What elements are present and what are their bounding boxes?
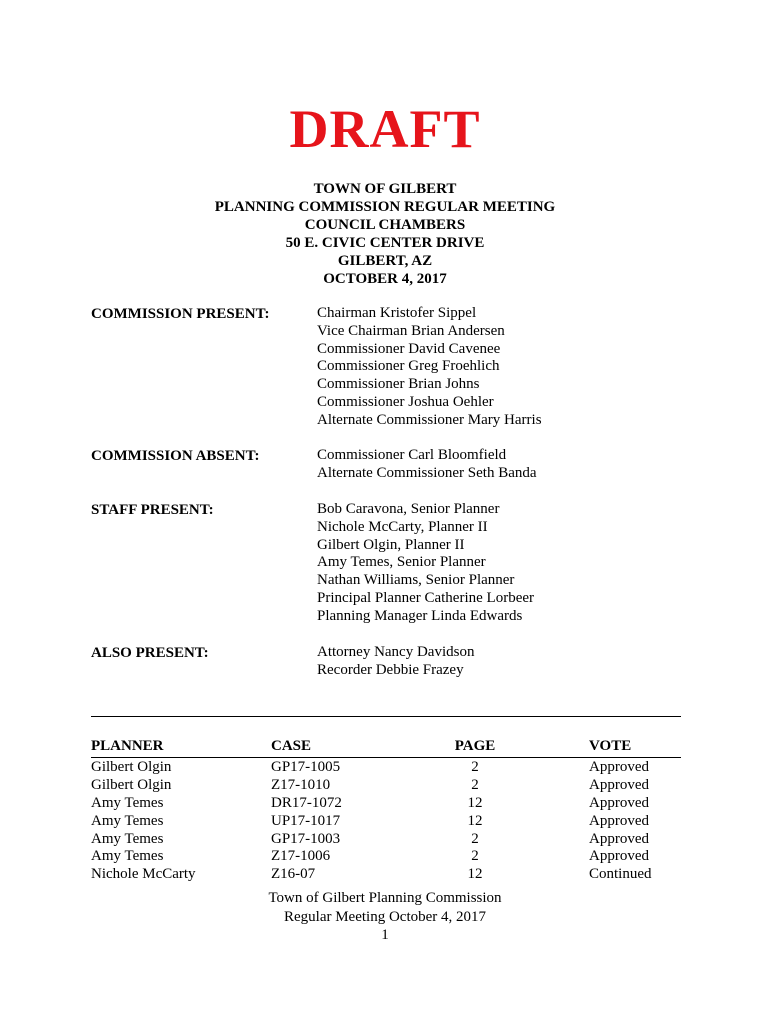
- list-item: Vice Chairman Brian Andersen: [317, 322, 505, 339]
- commission-present-label: COMMISSION PRESENT:: [91, 306, 270, 322]
- cell-planner: Nichole McCarty: [91, 866, 196, 883]
- footer-line-1: Town of Gilbert Planning Commission: [268, 890, 502, 906]
- list-item: Alternate Commissioner Mary Harris: [317, 411, 542, 428]
- list-item: Recorder Debbie Frazey: [317, 661, 464, 678]
- table-row: [0, 759, 770, 777]
- staff-present-list: [317, 501, 534, 626]
- list-item: Planning Manager Linda Edwards: [317, 607, 523, 624]
- cell-planner: Amy Temes: [91, 794, 164, 811]
- cell-vote: Approved: [589, 759, 649, 775]
- table-header-divider: [91, 757, 681, 758]
- list-item: Attorney Nancy Davidson: [317, 644, 475, 660]
- table-row: [0, 848, 770, 866]
- cell-vote: Approved: [589, 830, 649, 847]
- list-item: Commissioner Joshua Oehler: [317, 393, 494, 410]
- list-item: Chairman Kristofer Sippel: [317, 305, 477, 321]
- cell-case: GP17-1003: [271, 830, 341, 847]
- column-header-planner: PLANNER: [91, 738, 164, 754]
- cell-page: 12: [467, 794, 483, 811]
- cell-planner: Gilbert Olgin: [91, 776, 172, 793]
- case-table: [0, 759, 770, 884]
- cell-case: UP17-1017: [271, 812, 341, 829]
- cell-page: 2: [471, 776, 479, 793]
- column-header-vote: VOTE: [589, 738, 632, 754]
- cell-vote: Approved: [589, 794, 649, 811]
- list-item: Amy Temes, Senior Planner: [317, 554, 486, 571]
- cell-vote: Continued: [589, 866, 652, 883]
- list-item: Principal Planner Catherine Lorbeer: [317, 589, 535, 606]
- header-address: 50 E. CIVIC CENTER DRIVE: [285, 235, 485, 251]
- commission-absent-list: [317, 447, 537, 483]
- header-date: OCTOBER 4, 2017: [323, 271, 447, 287]
- column-header-page: PAGE: [454, 738, 496, 754]
- list-item: Commissioner Carl Bloomfield: [317, 447, 507, 463]
- cell-page: 2: [471, 848, 479, 865]
- page-footer: [0, 889, 770, 945]
- table-row: [0, 813, 770, 831]
- table-top-divider: [91, 716, 681, 717]
- cell-page: 2: [471, 759, 479, 775]
- commission-absent-label: COMMISSION ABSENT:: [91, 448, 260, 464]
- list-item: Bob Caravona, Senior Planner: [317, 501, 500, 517]
- also-present-list: [317, 644, 474, 680]
- cell-case: GP17-1005: [271, 759, 341, 775]
- commission-present-list: [317, 305, 542, 430]
- list-item: Nichole McCarty, Planner II: [317, 518, 488, 535]
- cell-case: Z17-1006: [271, 848, 331, 865]
- page-number: 1: [381, 927, 389, 943]
- list-item: Commissioner Brian Johns: [317, 376, 480, 393]
- header-city: GILBERT, AZ: [337, 253, 433, 269]
- cell-planner: Amy Temes: [91, 848, 164, 865]
- table-row: [0, 866, 770, 884]
- list-item: Nathan Williams, Senior Planner: [317, 572, 515, 589]
- list-item: Commissioner David Cavenee: [317, 340, 501, 357]
- table-row: [0, 777, 770, 795]
- cell-page: 2: [471, 830, 479, 847]
- cell-planner: Gilbert Olgin: [91, 759, 172, 775]
- cell-vote: Approved: [589, 776, 649, 793]
- list-item: Commissioner Greg Froehlich: [317, 358, 500, 375]
- cell-page: 12: [467, 866, 483, 883]
- cell-case: Z17-1010: [271, 776, 331, 793]
- cell-case: Z16-07: [271, 866, 316, 883]
- cell-vote: Approved: [589, 812, 649, 829]
- column-header-case: CASE: [271, 738, 312, 754]
- also-present-label: ALSO PRESENT:: [91, 645, 209, 661]
- staff-present-label: STAFF PRESENT:: [91, 502, 214, 518]
- draft-stamp: DRAFT: [289, 99, 481, 159]
- footer-line-2: Regular Meeting October 4, 2017: [283, 908, 487, 925]
- cell-planner: Amy Temes: [91, 812, 164, 829]
- cell-page: 12: [467, 812, 483, 829]
- cell-vote: Approved: [589, 848, 649, 865]
- table-row: [0, 795, 770, 813]
- header-venue: COUNCIL CHAMBERS: [304, 217, 466, 233]
- list-item: Alternate Commissioner Seth Banda: [317, 464, 537, 481]
- document-header: [0, 180, 770, 288]
- header-meeting: PLANNING COMMISSION REGULAR MEETING: [214, 199, 556, 215]
- cell-case: DR17-1072: [271, 794, 342, 811]
- header-town: TOWN OF GILBERT: [313, 181, 457, 197]
- list-item: Gilbert Olgin, Planner II: [317, 536, 465, 553]
- table-row: [0, 831, 770, 849]
- cell-planner: Amy Temes: [91, 830, 164, 847]
